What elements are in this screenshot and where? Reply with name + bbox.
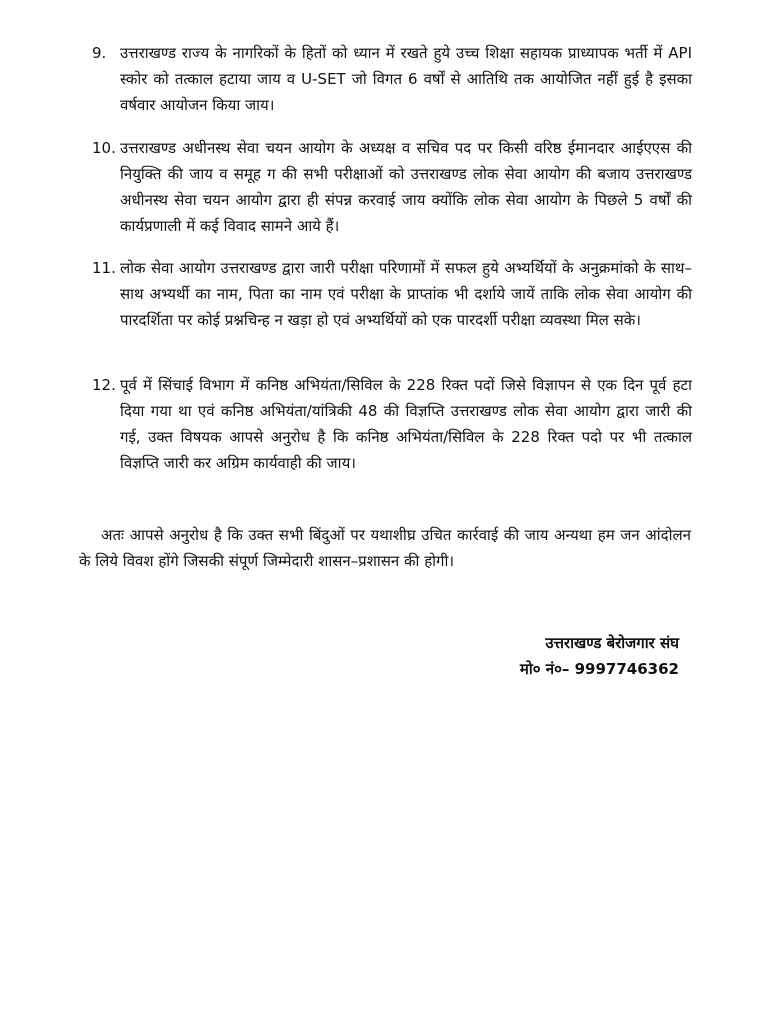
- point-number: 12.: [92, 376, 116, 394]
- point-9: [92, 40, 692, 118]
- point-10: [92, 135, 692, 239]
- signature-block: [520, 630, 679, 682]
- signature-organization: उत्तराखण्ड बेरोजगार संघ: [545, 634, 679, 652]
- point-11: [92, 255, 692, 333]
- point-number: 10.: [92, 139, 116, 157]
- point-number: 9.: [92, 44, 107, 62]
- point-number: 11.: [92, 259, 116, 277]
- point-text: उत्तराखण्ड राज्य के नागरिकों के हितों को ध्यान में रखते हुये उच्च शिक्षा सहायक प्राध्यापक भर्ती में API स्कोर को तत्काल हटाया जाय व U-SET जो विगत 6 वर्षों से आतिथि तक आयोजित नहीं हुई है इसका वर्षवार आयोजन किया जाय।: [120, 44, 692, 114]
- closing-paragraph: अतः आपसे अनुरोध है कि उक्त सभी बिंदुओं पर यथाशीघ्र उचित कार्रवाई की जाय अन्यथा हम जन आंदोलन के लिये विवश होंगे जिसकी संपूर्ण जिम्मेदारी शासन–प्रशासन की होगी।: [79, 526, 691, 570]
- point-text: पूर्व में सिंचाई विभाग में कनिष्ठ अभियंता/सिविल के 228 रिक्त पदों जिसे विज्ञापन से एक दिन पूर्व हटा दिया गया था एवं कनिष्ठ अभियंता/यांत्रिकी 48 की विज्ञप्ति उत्तराखण्ड लोक सेवा आयोग द्वारा जारी की गई, उक्त विषयक आपसे अनुरोध है कि कनिष्ठ अभियंता/सिविल के 228 रिक्त पदो पर भी तत्काल विज्ञप्ति जारी कर अग्रिम कार्यवाही की जाय।: [120, 376, 692, 472]
- point-12: [92, 372, 692, 476]
- point-text: उत्तराखण्ड अधीनस्थ सेवा चयन आयोग के अध्यक्ष व सचिव पद पर किसी वरिष्ठ ईमानदार आईएएस की नियुक्ति की जाय व समूह ग की सभी परीक्षाओं को उत्तराखण्ड लोक सेवा आयोग की बजाय उत्तराखण्ड अधीनस्थ सेवा चयन आयोग द्वारा ही संपन्न करवाई जाय क्योंकि लोक सेवा आयोग के पिछले 5 वर्षों की कार्यप्रणाली में कई विवाद सामने आये हैं।: [120, 139, 692, 235]
- signature-mobile: मो० नं०– 9997746362: [519, 660, 679, 678]
- point-text: लोक सेवा आयोग उत्तराखण्ड द्वारा जारी परीक्षा परिणामों में सफल हुये अभ्यर्थियों के अनुक्रमांको के साथ–साथ अभ्यर्थी का नाम, पिता का नाम एवं परीक्षा के प्राप्तांक भी दर्शाये जायें ताकि लोक सेवा आयोग की पारदर्शिता पर कोई प्रश्नचिन्ह न खड़ा हो एवं अभ्यर्थियों को एक पारदर्शी परीक्षा व्यवस्था मिल सके।: [120, 259, 692, 329]
